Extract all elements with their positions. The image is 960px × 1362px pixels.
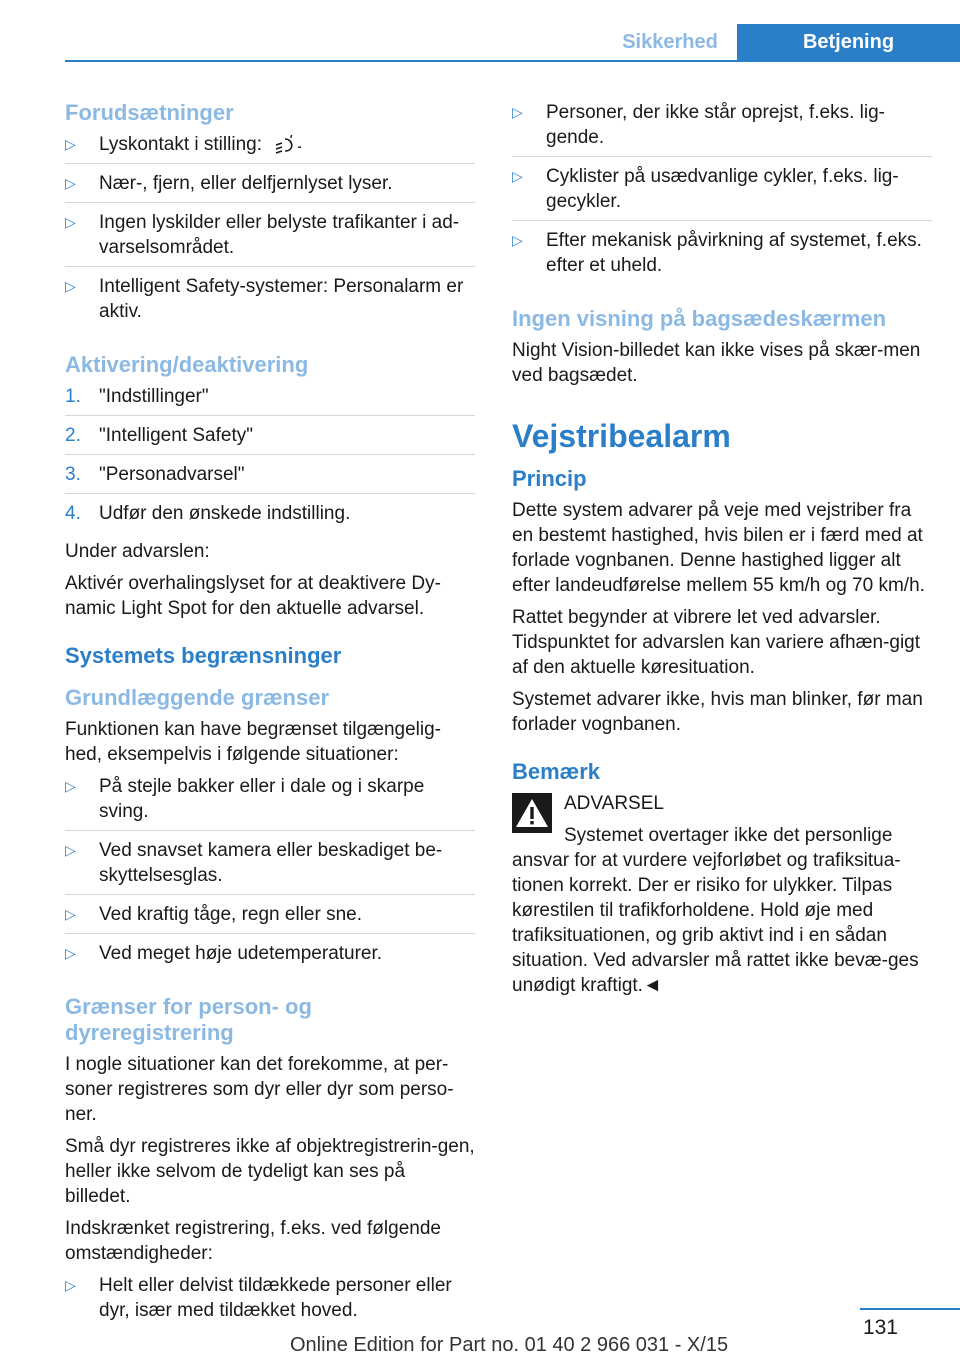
list-item <box>512 100 932 157</box>
triangle-bullet-icon: ▷ <box>512 168 523 184</box>
limits-list <box>65 774 475 972</box>
triangle-bullet-icon: ▷ <box>65 906 76 922</box>
paragraph: Indskrænket registrering, f.eks. ved følgende omstændigheder: <box>65 1218 441 1264</box>
warning-title: ADVARSEL <box>564 793 664 814</box>
list-item <box>65 274 475 330</box>
list-item-text: "Intelligent Safety" <box>99 425 253 446</box>
step-number: 1. <box>65 386 81 407</box>
restrict-list <box>65 1273 475 1329</box>
step-number: 4. <box>65 503 81 524</box>
list-item <box>65 1273 475 1329</box>
list-item <box>512 228 932 284</box>
list-item-text: Ved kraftig tåge, regn eller sne. <box>99 904 362 925</box>
triangle-bullet-icon: ▷ <box>512 104 523 120</box>
steps-list <box>65 384 475 532</box>
list-item <box>512 164 932 221</box>
paragraph: I nogle situationer kan det forekomme, at per-soner registreres som dyr eller dyr som perso-ner. <box>65 1054 454 1125</box>
paragraph: Funktionen kan have begrænset tilgængelig-hed, eksempelvis i følgende situationer: <box>65 719 442 765</box>
paragraph: Night Vision-billedet kan ikke vises på skær-men ved bagsædet. <box>512 340 921 386</box>
heading-grundlaeggende: Grundlæggende grænser <box>65 685 330 710</box>
list-item-text: "Indstillinger" <box>99 386 209 407</box>
list-item-text: Ved meget høje udetemperaturer. <box>99 943 383 964</box>
header-rule <box>65 60 960 62</box>
triangle-bullet-icon: ▷ <box>65 842 76 858</box>
paragraph: Systemet advarer ikke, hvis man blinker, før man forlader vognbanen. <box>512 689 923 735</box>
list-item-text: Nær-, fjern, eller delfjernlyset lyser. <box>99 173 393 194</box>
page-number: 131 <box>862 1316 898 1339</box>
heading-systemets: Systemets begrænsninger <box>65 643 342 668</box>
list-item-text: Cyklister på usædvanlige cykler, f.eks. lig-gecykler. <box>546 166 899 212</box>
warning-text: Systemet overtager ikke det personlige ansvar for at vurdere vejforløbet og trafiksitua-tionen korrekt. Der er risiko for ulykker. Tilpas kørestilen til trafikforholdene. Hold øje med trafiksituationen, og grib aktivt ind i en sådan situation. Ved advarsler må rattet ikke bevæ-ges unødigt kraftigt.◄ <box>512 825 919 996</box>
list-item-text: "Personadvarsel" <box>99 464 245 485</box>
triangle-bullet-icon: ▷ <box>65 214 76 230</box>
paragraph: Rattet begynder at vibrere let ved advarsler. Tidspunktet for advarslen kan variere afhæn-gigt af den aktuelle køresituation. <box>512 607 921 678</box>
list-item-text: Udfør den ønskede indstilling. <box>99 503 351 524</box>
left-column <box>65 100 475 1336</box>
heading-vejstribealarm: Vejstribealarm <box>512 418 731 454</box>
list-item <box>65 774 475 831</box>
triangle-bullet-icon: ▷ <box>65 278 76 294</box>
list-item <box>65 838 475 895</box>
list-item-text: Helt eller delvist tildækkede personer eller dyr, især med tildækket hoved. <box>99 1275 452 1321</box>
prereq-list <box>65 132 475 330</box>
tab-sikkerhed[interactable]: Sikkerhed <box>622 31 718 53</box>
warning-block <box>512 791 932 849</box>
list-item <box>65 384 475 416</box>
triangle-bullet-icon: ▷ <box>512 232 523 248</box>
list-item <box>65 210 475 267</box>
triangle-bullet-icon: ▷ <box>65 136 76 152</box>
list-item-text: Personer, der ikke står oprejst, f.eks. lig-gende. <box>546 102 885 148</box>
footer-rule <box>860 1308 960 1310</box>
list-item <box>65 501 475 532</box>
triangle-bullet-icon: ▷ <box>65 1277 76 1293</box>
warning-triangle-icon <box>512 793 552 833</box>
heading-ingen-visning: Ingen visning på bagsædeskærmen <box>512 306 887 331</box>
heading-aktivering: Aktivering/deaktivering <box>65 352 309 377</box>
step-number: 2. <box>65 425 81 446</box>
list-item-text: Ved snavset kamera eller beskadiget be-skyttelsesglas. <box>99 840 443 886</box>
list-item <box>65 902 475 934</box>
tab-betjening[interactable]: Betjening <box>737 24 960 60</box>
heading-princip: Princip <box>512 466 587 491</box>
paragraph: Små dyr registreres ikke af objektregistrerin-gen, heller ikke selvom de tydeligt kan ses på billedet. <box>65 1136 475 1207</box>
triangle-bullet-icon: ▷ <box>65 945 76 961</box>
footer-edition: Online Edition for Part no. 01 40 2 966 031 - X/15 <box>290 1334 729 1356</box>
step-number: 3. <box>65 464 81 485</box>
list-item-text: Lyskontakt i stilling: <box>99 134 262 155</box>
paragraph: Aktivér overhalingslyset for at deaktivere Dy-namic Light Spot for den aktuelle advarsel. <box>65 573 441 619</box>
triangle-bullet-icon: ▷ <box>65 778 76 794</box>
list-item <box>65 171 475 203</box>
list-item-text: Intelligent Safety-systemer: Personalarm er aktiv. <box>99 276 464 322</box>
list-item <box>65 462 475 494</box>
list-item <box>65 132 475 164</box>
list-item-text: Ingen lyskilder eller belyste trafikanter i ad-varselsområdet. <box>99 212 460 258</box>
right-column <box>512 100 932 1005</box>
heading-graenser: Grænser for person- og dyreregistrering <box>65 994 312 1045</box>
list-item-text: På stejle bakker eller i dale og i skarpe sving. <box>99 776 425 822</box>
headlight-auto-icon <box>273 135 301 155</box>
paragraph: Under advarslen: <box>65 541 210 562</box>
restrict-list-continued <box>512 100 932 284</box>
paragraph: Dette system advarer på veje med vejstriber fra en bestemt hastighed, hvis bilen er i færd med at forlade vognbanen. Denne hastighed ligger alt efter landeudførelse mellem 55 km/h og 70 km/h. <box>512 500 925 596</box>
heading-forudsaetninger: Forudsætninger <box>65 100 234 125</box>
list-item <box>65 941 475 972</box>
list-item-text: Efter mekanisk påvirkning af systemet, f.eks. efter et uheld. <box>546 230 922 276</box>
heading-bemaerk: Bemærk <box>512 759 601 784</box>
triangle-bullet-icon: ▷ <box>65 175 76 191</box>
list-item <box>65 423 475 455</box>
